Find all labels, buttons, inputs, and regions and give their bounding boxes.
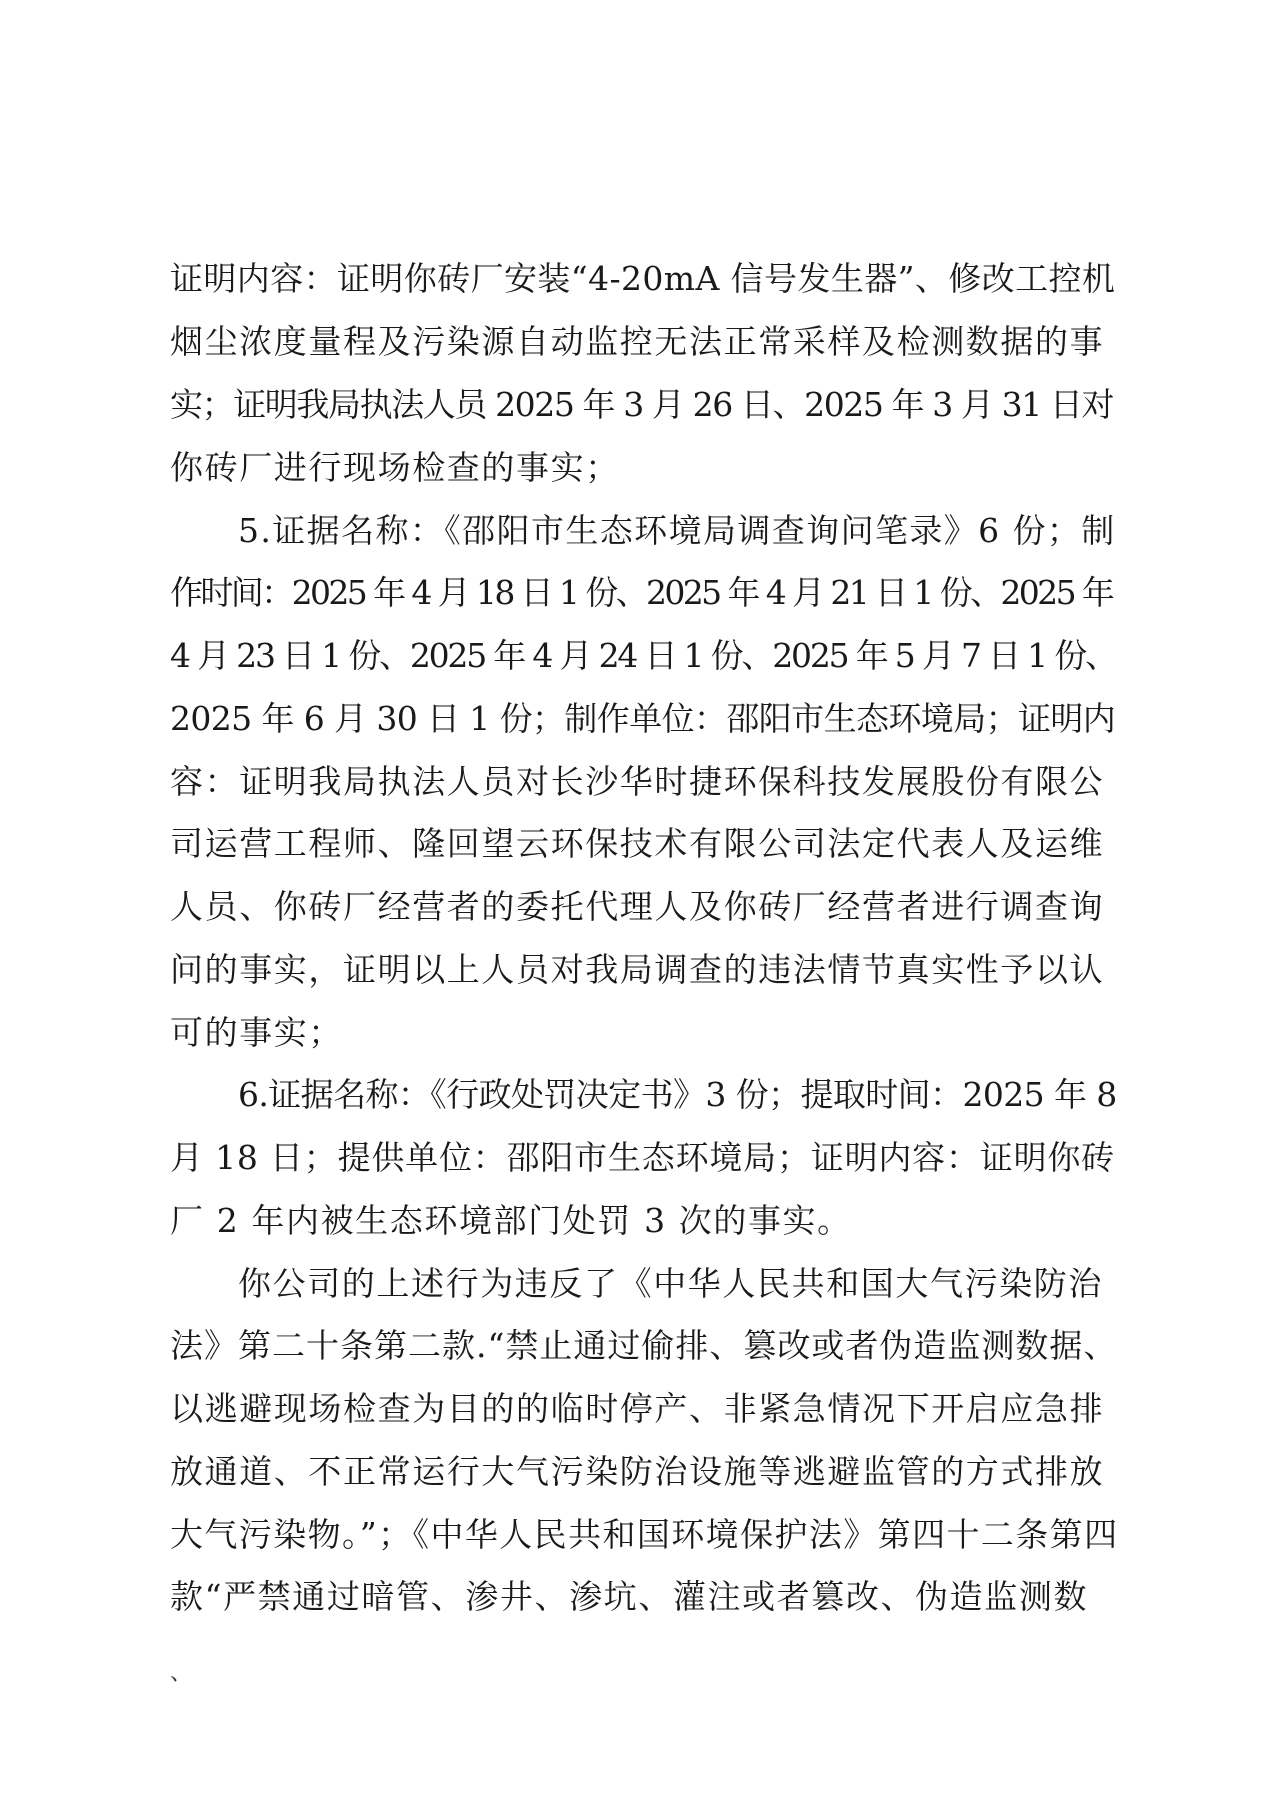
- text-line: 放通道、不正常运行大气污染防治设施等逃避监管的方式排放: [170, 1452, 1105, 1491]
- text-line: 可的事实；: [170, 1013, 343, 1052]
- text-line: 你砖厂进行现场检查的事实；: [170, 448, 620, 487]
- text-line: 实；证明我局执法人员 2025 年 3 月 26 日、2025 年 3 月 31 日对: [170, 385, 1114, 424]
- text-line: 证明内容：证明你砖厂安装“4-20mA 信号发生器”、修改工控机: [170, 259, 1116, 298]
- text-line: 款“严禁通过暗管、渗井、渗坑、灌注或者篡改、伪造监测数: [170, 1577, 1089, 1616]
- text-line: 月 18 日；提供单位：邵阳市生态环境局；证明内容：证明你砖: [170, 1138, 1115, 1177]
- text-line: 人员、你砖厂经营者的委托代理人及你砖厂经营者进行调查询: [170, 887, 1105, 926]
- text-line: 6.证据名称：《行政处罚决定书》3 份；提取时间：2025 年 8: [238, 1075, 1117, 1114]
- text-line: 作时间：2025 年 4 月 18 日 1 份、2025 年 4 月 21 日 1 份、2025 年: [170, 573, 1113, 612]
- text-line: 5.证据名称：《邵阳市生态环境局调查询问笔录》6 份；制: [238, 511, 1116, 550]
- text-line: 以逃避现场检查为目的的临时停产、非紧急情况下开启应急排: [170, 1389, 1105, 1428]
- text-line: 4 月 23 日 1 份、2025 年 4 月 24 日 1 份、2025 年 5 月 7 日 1 份、: [170, 636, 1116, 675]
- text-line: 大气污染物。”；《中华人民共和国环境保护法》第四十二条第四: [170, 1515, 1119, 1554]
- text-line: 2025 年 6 月 30 日 1 份；制作单位：邵阳市生态环境局；证明内: [170, 699, 1116, 738]
- text-line: 厂 2 年内被生态环境部门处罚 3 次的事实。: [170, 1201, 852, 1240]
- text-line: 你公司的上述行为违反了《中华人民共和国大气污染防治: [238, 1264, 1103, 1303]
- footer-mark: 、: [170, 1661, 193, 1686]
- text-line: 法》第二十条第二款.“禁止通过偷排、篡改或者伪造监测数据、: [170, 1326, 1118, 1365]
- text-line: 司运营工程师、隆回望云环保技术有限公司法定代表人及运维: [170, 824, 1105, 863]
- text-line: 烟尘浓度量程及污染源自动监控无法正常采样及检测数据的事: [170, 322, 1105, 361]
- text-line: 容：证明我局执法人员对长沙华时捷环保科技发展股份有限公: [170, 762, 1105, 801]
- text-line: 问的事实，证明以上人员对我局调查的违法情节真实性予以认: [170, 950, 1105, 989]
